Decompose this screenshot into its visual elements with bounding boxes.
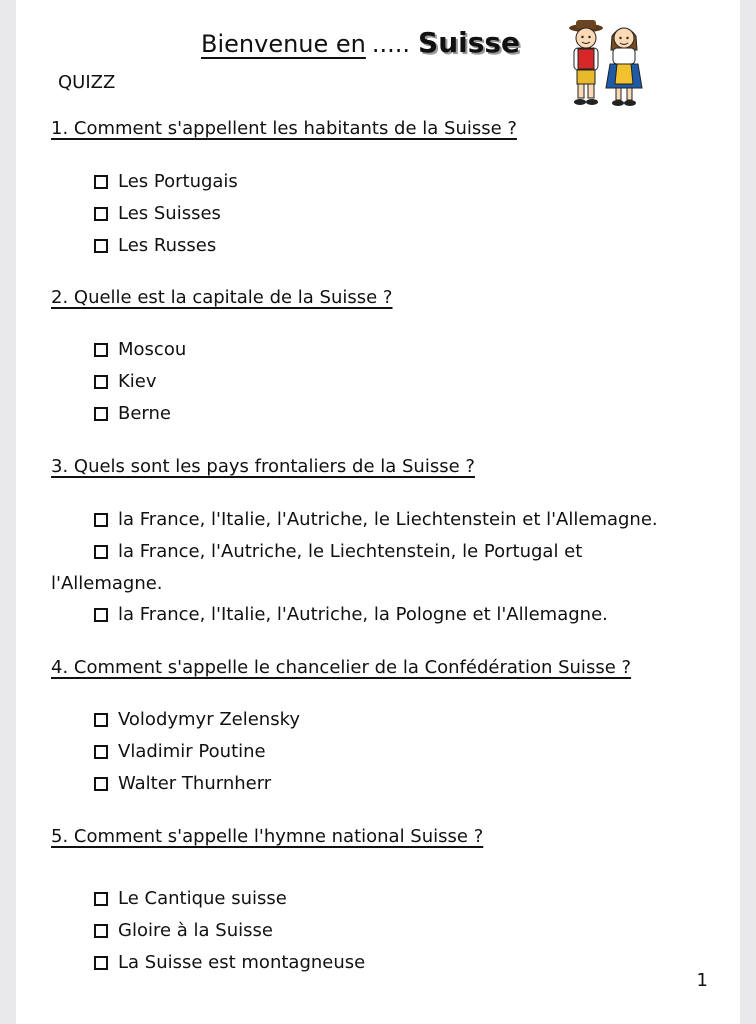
option-label: Vladimir Poutine xyxy=(118,741,266,762)
checkbox-icon[interactable] xyxy=(94,375,108,389)
checkbox-icon[interactable] xyxy=(94,343,108,357)
worksheet-page xyxy=(16,0,740,1024)
checkbox-icon[interactable] xyxy=(94,207,108,221)
option-label: la France, l'Italie, l'Autriche, la Pologne et l'Allemagne. xyxy=(118,604,608,625)
question-5: 5. Comment s'appelle l'hymne national Suisse ? xyxy=(51,826,484,847)
checkbox-icon[interactable] xyxy=(94,239,108,253)
option-label: Kiev xyxy=(118,371,157,392)
page-number: 1 xyxy=(696,970,708,991)
option-label: Moscou xyxy=(118,339,187,360)
option-label: Les Suisses xyxy=(118,203,221,224)
question-4: 4. Comment s'appelle le chancelier de la Confédération Suisse ? xyxy=(51,657,632,678)
girl-figure xyxy=(606,28,642,106)
swiss-children-illustration xyxy=(564,18,646,110)
question-2: 2. Quelle est la capitale de la Suisse ? xyxy=(51,287,393,308)
checkbox-icon[interactable] xyxy=(94,745,108,759)
option-label: Les Russes xyxy=(118,235,217,256)
option-checkbox[interactable] xyxy=(94,888,287,909)
option-label: Volodymyr Zelensky xyxy=(118,709,301,730)
question-1: 1. Comment s'appellent les habitants de la Suisse ? xyxy=(51,118,517,139)
title-country: Suisse xyxy=(418,26,521,59)
title-text: Bienvenue en xyxy=(201,30,366,58)
boy-figure xyxy=(569,20,603,105)
option-label: Berne xyxy=(118,403,171,424)
option-checkbox[interactable] xyxy=(94,541,582,562)
checkbox-icon[interactable] xyxy=(94,924,108,938)
option-label: Le Cantique suisse xyxy=(118,888,287,909)
checkbox-icon[interactable] xyxy=(94,175,108,189)
option-checkbox[interactable] xyxy=(94,741,266,762)
option-checkbox[interactable] xyxy=(94,171,238,192)
checkbox-icon[interactable] xyxy=(94,513,108,527)
checkbox-icon[interactable] xyxy=(94,713,108,727)
option-checkbox[interactable] xyxy=(94,509,658,530)
option-checkbox[interactable] xyxy=(94,235,216,256)
option-checkbox[interactable] xyxy=(94,604,608,625)
option-label: La Suisse est montagneuse xyxy=(118,952,366,973)
option-checkbox[interactable] xyxy=(94,371,157,392)
option-checkbox[interactable] xyxy=(94,773,271,794)
option-checkbox[interactable] xyxy=(94,920,273,941)
question-3: 3. Quels sont les pays frontaliers de la Suisse ? xyxy=(51,456,475,477)
checkbox-icon[interactable] xyxy=(94,777,108,791)
quiz-label: QUIZZ xyxy=(58,72,116,93)
option-label: la France, l'Autriche, le Liechtenstein, le Portugal et xyxy=(118,541,583,562)
option-checkbox[interactable] xyxy=(94,339,186,360)
option-label: Walter Thurnherr xyxy=(118,773,272,794)
checkbox-icon[interactable] xyxy=(94,956,108,970)
option-label: Gloire à la Suisse xyxy=(118,920,273,941)
checkbox-icon[interactable] xyxy=(94,892,108,906)
option-label: Les Portugais xyxy=(118,171,238,192)
option-checkbox[interactable] xyxy=(94,952,365,973)
title-dots: ..... xyxy=(371,30,411,58)
option-label: la France, l'Italie, l'Autriche, le Liechtenstein et l'Allemagne. xyxy=(118,509,658,530)
checkbox-icon[interactable] xyxy=(94,608,108,622)
option-checkbox[interactable] xyxy=(94,403,171,424)
checkbox-icon[interactable] xyxy=(94,407,108,421)
option-continuation: l'Allemagne. xyxy=(51,573,163,594)
page-title xyxy=(201,26,520,59)
checkbox-icon[interactable] xyxy=(94,545,108,559)
option-checkbox[interactable] xyxy=(94,203,221,224)
option-checkbox[interactable] xyxy=(94,709,300,730)
